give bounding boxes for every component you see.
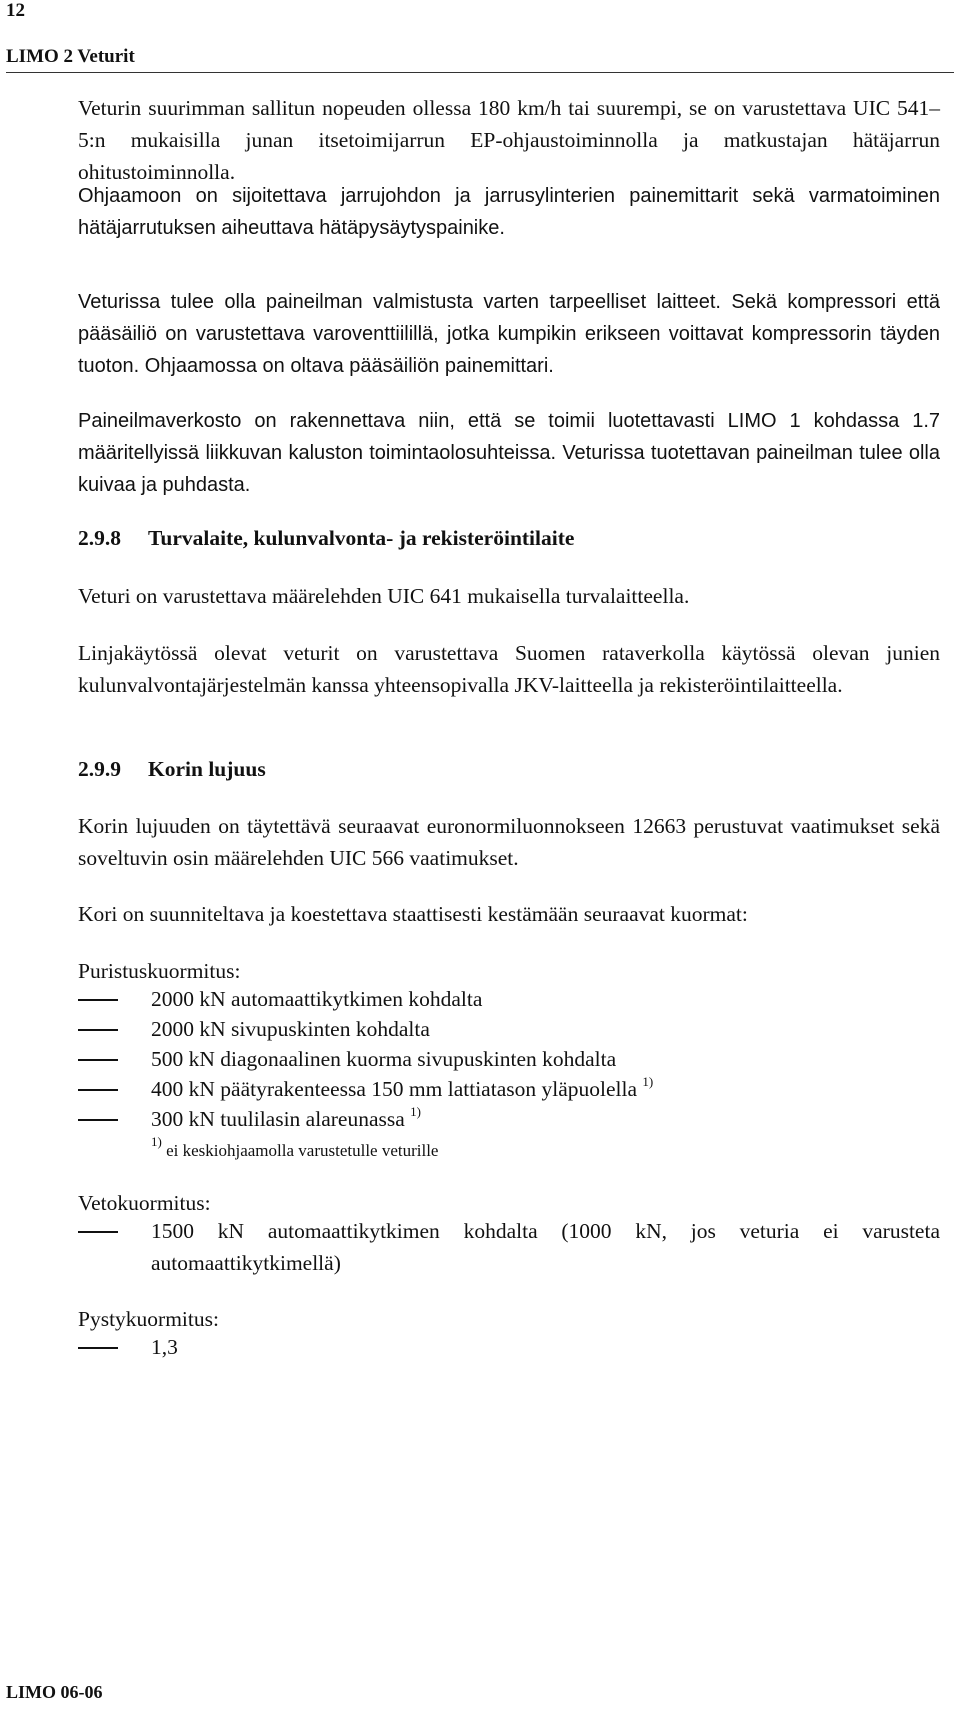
page-number: 12 [6,0,25,21]
tension-load-label: Vetokuormitus: [78,1191,211,1215]
compression-load-list [78,983,940,1183]
section-number: 2.9.9 [78,757,121,781]
paragraph-body-strength: Korin lujuuden on täytettävä seuraavat euronormiluonnokseen 12663 perustuvat vaatimukset sekä soveltuvin osin määrelehden UIC 566 vaatimukset. [78,814,940,870]
paragraph-speed-brakes: Veturin suurimman sallitun nopeuden ollessa 180 km/h tai suurempi, se on varustettava UIC 541–5:n mukaisilla junan itsetoimijarrun EP-ohjaustoiminnolla ja matkustajan hätäjarrun ohitustoiminnolla. [78,96,940,184]
vertical-load-label: Pystykuormitus: [78,1307,219,1331]
section-heading-298 [78,522,940,554]
dash-bullet [78,1059,118,1061]
list-item: 2000 kN automaattikytkimen kohdalta [78,983,940,1015]
list-item: 1500 kN automaattikytkimen kohdalta (1000 kN, jos veturia ei varusteta automaattikytkimellä) [151,1219,940,1275]
paragraph-loads-intro: Kori on suunniteltava ja koestettava staattisesti kestämään seuraavat kuormat: [78,902,748,926]
dash-bullet [78,1347,118,1349]
compression-load-label: Puristuskuormitus: [78,959,241,983]
section-title: Turvalaite, kulunvalvonta- ja rekisteröintilaite [148,526,575,550]
dash-bullet [78,1089,118,1091]
paragraph-compressed-air: Veturissa tulee olla paineilman valmistusta varten tarpeelliset laitteet. Sekä kompressori että pääsäiliö on varustettava varoventtiilillä, jotka kumpikin erikseen voittavat kompressorin täyden tuoton. Ohjaamossa on oltava pääsäiliön painemittari. [78,291,940,377]
tension-load-list [78,1215,940,1279]
vertical-load-list [78,1331,940,1363]
footnote-text: ei keskiohjaamolla varustetulle veturille [166,1141,439,1160]
list-item: 1,3 [78,1331,940,1363]
paragraph-safety-device: Veturi on varustettava määrelehden UIC 641 mukaisella turvalaitteella. [78,584,690,608]
footnote [78,1135,940,1167]
dash-bullet [78,1119,118,1121]
footnote-reference: 1) [410,1104,421,1119]
list-item: 500 kN diagonaalinen kuorma sivupuskinten kohdalta [78,1043,940,1075]
list-item: 400 kN päätyrakenteessa 150 mm lattiatason yläpuolella $^{1)}$ [78,1073,940,1105]
list-item: 300 kN tuulilasin alareunassa $^{1)}$ [78,1103,940,1135]
dash-bullet [78,1231,118,1233]
section-number: 2.9.8 [78,526,121,550]
footnote-reference: 1) [642,1074,654,1089]
list-item: 2000 kN sivupuskinten kohdalta [78,1013,940,1045]
footnote-mark: 1) [151,1134,162,1149]
dash-bullet [78,1029,118,1031]
header-divider [6,72,954,73]
section-title: Korin lujuus [148,757,266,781]
paragraph-cab-gauges: Ohjaamoon on sijoitettava jarrujohdon ja jarrusylinterien painemittarit sekä varmatoiminen hätäjarrutuksen aiheuttava hätäpysäytyspainike. [78,185,940,239]
section-heading-299 [78,753,940,785]
paragraph-train-protection: Linjakäytössä olevat veturit on varustettava Suomen rataverkolla käytössä olevan junien kulunvalvontajärjestelmän kanssa yhteensopivalla JKV-laitteella ja rekisteröintilaitteella. [78,641,940,697]
running-header-title: LIMO 2 Veturit [6,46,135,67]
page-footer: LIMO 06-06 [6,1682,103,1702]
dash-bullet [78,999,118,1001]
paragraph-air-network: Paineilmaverkosto on rakennettava niin, että se toimii luotettavasti LIMO 1 kohdassa 1.7 määritellyissä liikkuvan kaluston toimintaolosuhteissa. Veturissa tuotettavan paineilman tulee olla kuivaa ja puhdasta. [78,410,940,496]
